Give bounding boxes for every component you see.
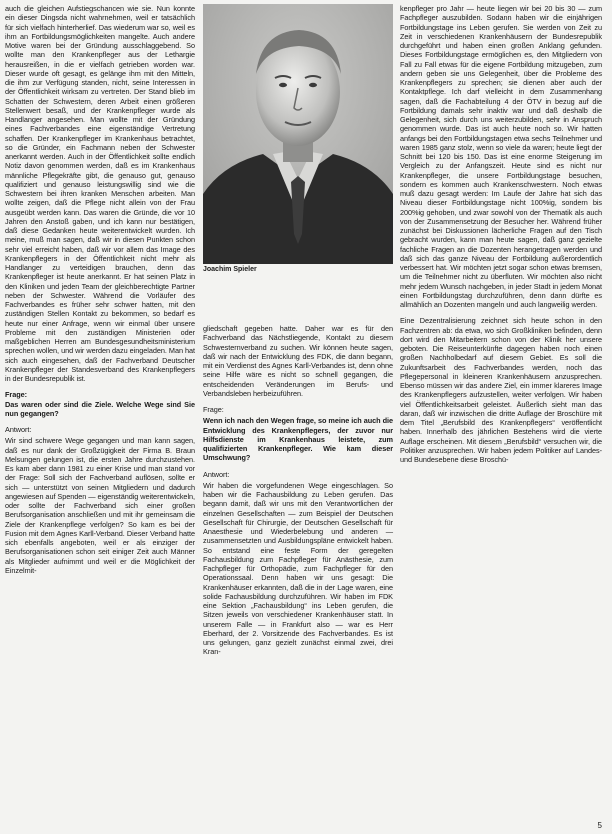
answer-label: Antwort:: [5, 425, 32, 434]
answer-text: Wir haben die vorgefundenen Wege eingeschlagen. So haben wir die Fachausbildung zu Leben gerufen. Das begann damit, daß wir uns mit den Verantwortlichen der einzelnen Gesellschaften — zum Beispiel der Deutschen Gesellschaft für Chirurgie, der Deutschen Gesellschaft für Anaesthesie und Wiederbelebung und anderen — zusammensetzten und Ausbildungspläne entwickelt haben. So entstand eine feste Form der geregelten Fachausbildung zum Fachpfleger für Anästhesie, zum Fachpfleger für Orthopädie, zum Fachpfleger für den Operationssaal. Denn haben wir uns gesagt: Die Krankenhäuser erkannten, daß die in der Lage waren, eine solide Fachausbildung durchzuführen. Wir haben im FDK eine Sektion „Fachausbildung“ ins Leben gerufen, die Sitzen jeweils von verschiedener Krankenhäuser statt. In unserem Falle — in Frankfurt also — war es Herr Eberhard, der 2. Vorsitzende des Fachverbandes. Es ist uns gelungen, ganz gezielt zunächst einmal zwei, drei Kran-: [203, 480, 393, 657]
body-paragraph: Eine Dezentralisierung zeichnet sich heute schon in den Fachzentren ab: da etwa, wo sich Großkliniken befinden, denn dort wird den Mitarbeitern schon von der Klinik her unsere geboten. Die Reiseunterkünfte dagegen haben noch einen großen Nachholbedarf auf diesem Gebiet. Es soll die Zukunftsarbeit des Fachverbandes werden, noch das Pflegepersonal in kleineren Krankenhäusern anzusprechen. Ebenso müssen wir das andere Ziel, ein immer klareres Image des Krankenpflegers aufzustellen, weiter verfolgen. Wir haben viel Öffentlichkeitsarbeit geleistet. Äußerlich sieht man das daran, daß wir inzwischen die dritte Auflage der Broschüre mit dem Titel „Berufsbild des Krankenpflegers“ veröffentlicht haben. Innerhalb des jährlichen Bestehens wird die vierte Auflage erscheinen. Mit diesem „Berufsbild“ versuchen wir, die Politiker anzusprechen. Wir haben jedem Politiker auf Landes- und Bundesebene diese Broschü-: [400, 316, 602, 464]
question-label: Frage:: [203, 405, 224, 414]
question-text: Wenn ich nach den Wegen frage, so meine ich auch die Entwicklung des Krankenpflegers, der zuvor nur Hilfsdienste im Krankenhaus leistete, zum qualifizierten Krankenpfleger. Wie kam dieser Umschwung?: [203, 416, 393, 463]
body-paragraph: kenpfleger pro Jahr — heute liegen wir bei 20 bis 30 — zum Fachpfleger auszubilden. Sodann haben wir die einjährigen Fortbildungstage ins Leben gerufen. Sie werden von Zeit zu Zeit in verschiedenen Krankenhäusern der Bundesrepublik durchgeführt und haben einen großen Anklang gefunden. Dieses Fortbildungstage ermöglichen es, den Mitgliedern von Fall zu Fall etwas für die eigene Fortbildung mitzugeben, zum andern geben sie uns Gelegenheit, über die Probleme des Krankenpflegers zu sprechen; sie dienen aber auch der Kontaktpflege. Ich darf vielleicht in dem Zusammenhang sagen, daß die Fachabteilung 4 der ÖTV in bezug auf die Fortbildung damals sehr inaktiv war und daß deshalb die Gelegenheit, sich durch uns weiterzubilden, sehr in Anspruch genommen wurde. Das ist auch heute noch so. Wir hatten anfangs bei den Fortbildungstagen etwa sechs Teilnehmer und waren 1985 ganz stolz, wenn so viele da waren; heute liegt der Schnitt bei 120 bis 150. Das ist eine enorme Steigerung im Vergleich zu der Anfangszeit. Heute sind es nicht nur Krankenpfleger, die unsere Fortbildungstage besuchen, sondern es kommen auch Krankenschwestern. Noch etwas muß dazu gesagt werden: Im Laufe der Jahre hat sich das Niveau dieser Fortbildungstage nicht 100%ig, sondern bis 200%ig gehoben, und zwar sowohl von der Thematik als auch von der Zusammensetzung der Besucher her. Während früher zunächst bei Diskussionen lächerliche Fragen auf den Tisch gebracht wurden, kann man heute sagen, daß ganz gezielte fachliche Fragen an die Dozenten herangetragen werden und daß sich das ganze Niveau der Fortbildung außerordentlich verbessert hat. Wir möchten jetzt sogar schon etwas bremsen, um die Teilnehmer nicht zu überfluten. Wir möchten also nicht mehr jedem Wunsch nachgeben, in jeder Stadt in jedem Monat einen Fortbildungstag durchzuführen, denn dann dürfte es allmählich an Dozenten mangeln und auch langweilig werden.: [400, 4, 602, 309]
body-paragraph: gliedschaft gegeben hatte. Daher war es für den Fachverband das Nächstliegende, Kontakt zu diesem Schwesternverband zu suchen. Wir können heute sagen, daß wir nach der Entwicklung des FDK, die dann begann, mit ein Verdienst des Agnes Karll-Verbandes ist, denn ohne seine Hilfe wäre es nicht so schnell gegangen, die entscheidenden Veränderungen im Berufs- und Verbandsleben herbeizuführen.: [203, 324, 393, 398]
portrait-photo: [203, 4, 393, 264]
portrait-image: [203, 4, 393, 264]
question-text: Frage: Das waren oder sind die Ziele. Welche Wege sind Sie nun gegangen?: [5, 390, 195, 418]
text-column-middle: [203, 324, 393, 664]
page-number: 5: [597, 821, 602, 830]
answer-text: Wir sind schwere Wege gegangen und man kann sagen, daß es nur dank der Großzügigkeit der Firma B. Braun Melsungen gelungen ist, die ersten Jahre durchzustehen. Es kam aber dann 1981 zu einer Krise und man stand vor der Frage: Soll sich der Fachverband auflösen, sollte er sich — unterstützt von seinen Mitgliedern und dadurch angewiesen auf Spenden — eigenständig weiterentwickeln, oder sollte der Fachverband sich einer großen Berufsorganisation anschließen und mit ihr gemeinsam die Ziele der Krankenpflege verfolgen? So kam es bei der Fusion mit dem Agnes Karll-Verband. Dieser Verband hatte sich ebenfalls angeboten, weil er als einziger der Berufsorganisationen schon seit einiger Zeit auch Männer als Mitglieder aufnimmt und weil er die Möglichkeit der Einzelmit-: [5, 436, 195, 575]
text-column-left: [5, 4, 195, 582]
text-column-right: [400, 4, 602, 471]
body-paragraph: auch die gleichen Aufstiegschancen wie sie. Nun konnte ein dieser Dingsda nicht wahrnehmen, weil er tatsächlich für sich vielfach hinterherlief. Das wiederum war so, weil es ihm an Fortbildungsmöglichkeiten mangelte. Auch andere Motive waren bei der Gründung ausschlaggebend. So wollte man den Krankenpfleger aus der Lethargie herausreißen, in die er vielfach getrieben worden war. Dieser wurde oft gesagt, es gelänge ihm mit den Mitteln, die ihm zur Verfügung standen, nicht, seine Interessen in der Öffentlichkeit wirksam zu vertreten. Der Stand blieb im Schatten der Schwestern, deren Arbeit einen größeren Stellenwert besaß, und der Krankenpfleger wurde als Handlanger angesehen. Man wollte mit der Gründung eines Fachverbandes eine eigenständige Vertretung schaffen. Der Krankenpfleger im Krankenhaus betrachtet, so die Gründer, ein Fachmann neben der Schwester anerkannt werden. Auch in der Öffentlichkeit sollte endlich Notiz davon genommen werden, daß es im Krankenhaus männliche Pflegekräfte gibt, die genauso gut, genauso qualifiziert und genauso leistungswillig sind wie die Schwestern bei ihren kranken Menschen arbeiten. Man wollte zeigen, daß die Pflege nicht allein von der Frau ausgeübt werden kann. Das waren die Gründe, die vor 10 Jahren den Anstoß gaben, und ich kann nur bestätigen, daß diese Gedanken heute weiterentwickelt wurden. Ich meine, muß man sagen, daß wir in diesen Punkten schon sehr viel erreicht haben, daß wir vor allem das Image des Krankenpflegers in der Öffentlichkeit nicht mehr als Handlanger zu verteidigen brauchen, denn das Krankenpfleger ist heute anerkannt. Er hat seinen Platz in den Kliniken und jeden Team der gleichberechtigte Partner neben der Schwester. Während die Vorläufer des Fachverbandes es früher sehr schwer hatten, mit den zuständigen Stellen Kontakt zu bekommen, so bedarf es heute nur einer Anfrage, wenn wir einmal über unsere Probleme mit den zuständigen Ministerien oder maßgeblichen Herren am Bundesgesundheitsministerium sprechen wollen, und wir werden dazu eingeladen. Man hat sich auch eingesehen, daß der Fachverband Deutscher Krankenpfleger der Standesverband des Krankenpflegers in der Bundesrepublik ist.: [5, 4, 195, 383]
answer-label: Antwort:: [203, 469, 230, 479]
photo-caption: Joachim Spieler: [203, 266, 257, 273]
